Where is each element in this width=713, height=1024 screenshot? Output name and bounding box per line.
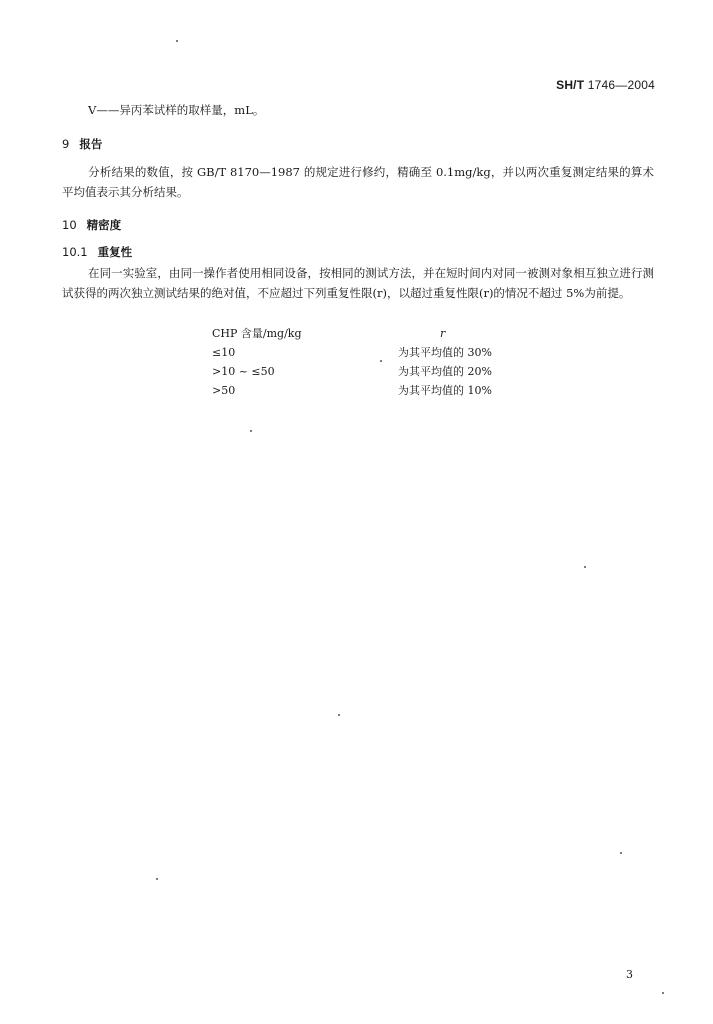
standard-prefix: SH/T — [556, 78, 585, 92]
section-9-text: 分析结果的数值，按 GB/T 8170—1987 的规定进行修约，精确至 0.1mg/kg，并以两次重复测定结果的算术平均值表示其分析结果。 — [62, 165, 654, 199]
section-10-1-title: 重复性 — [97, 245, 133, 259]
row-content: >10 ~ ≤50 — [212, 365, 275, 378]
section-9-title: 报告 — [79, 137, 103, 151]
standard-number: 1746—2004 — [587, 78, 655, 92]
section-10-title: 精密度 — [86, 218, 122, 232]
section-10-1-number: 10.1 — [62, 245, 88, 259]
header-limit: r — [440, 327, 446, 340]
section-9-number: 9 — [62, 137, 70, 151]
row-content: >50 — [212, 384, 236, 397]
scan-speck — [662, 992, 664, 994]
section-10-1-paragraph — [62, 263, 654, 303]
section-9-paragraph — [62, 162, 654, 202]
row-content: ≤10 — [212, 346, 236, 359]
scan-speck — [250, 430, 252, 432]
section-9-heading — [62, 136, 102, 152]
page-number: 3 — [626, 968, 633, 981]
row-limit: 为其平均值的 20% — [398, 365, 492, 378]
variable-symbol: V — [88, 103, 97, 117]
header-content: CHP 含量/mg/kg — [212, 327, 302, 340]
scan-speck — [338, 714, 340, 716]
row-limit: 为其平均值的 30% — [398, 346, 492, 359]
standard-code — [556, 78, 655, 92]
section-10-1-heading — [62, 244, 132, 260]
section-10-heading — [62, 217, 121, 233]
scan-speck — [584, 566, 586, 568]
section-10-1-text: 在同一实验室，由同一操作者使用相同设备，按相同的测试方法，并在短时间内对同一被测对象相互独立进行测试获得的两次独立测试结果的绝对值，不应超过下列重复性限(r)，以超过重复性限(r)的情况不超过 5%为前提。 — [62, 266, 654, 300]
variable-description: ——异丙苯试样的取样量，mL。 — [96, 103, 265, 117]
scan-speck — [620, 852, 622, 854]
row-limit: 为其平均值的 10% — [398, 384, 492, 397]
scan-speck — [156, 878, 158, 880]
scan-speck — [380, 360, 382, 362]
variable-definition — [88, 101, 264, 119]
scan-speck — [176, 40, 178, 42]
section-10-number: 10 — [62, 218, 77, 232]
